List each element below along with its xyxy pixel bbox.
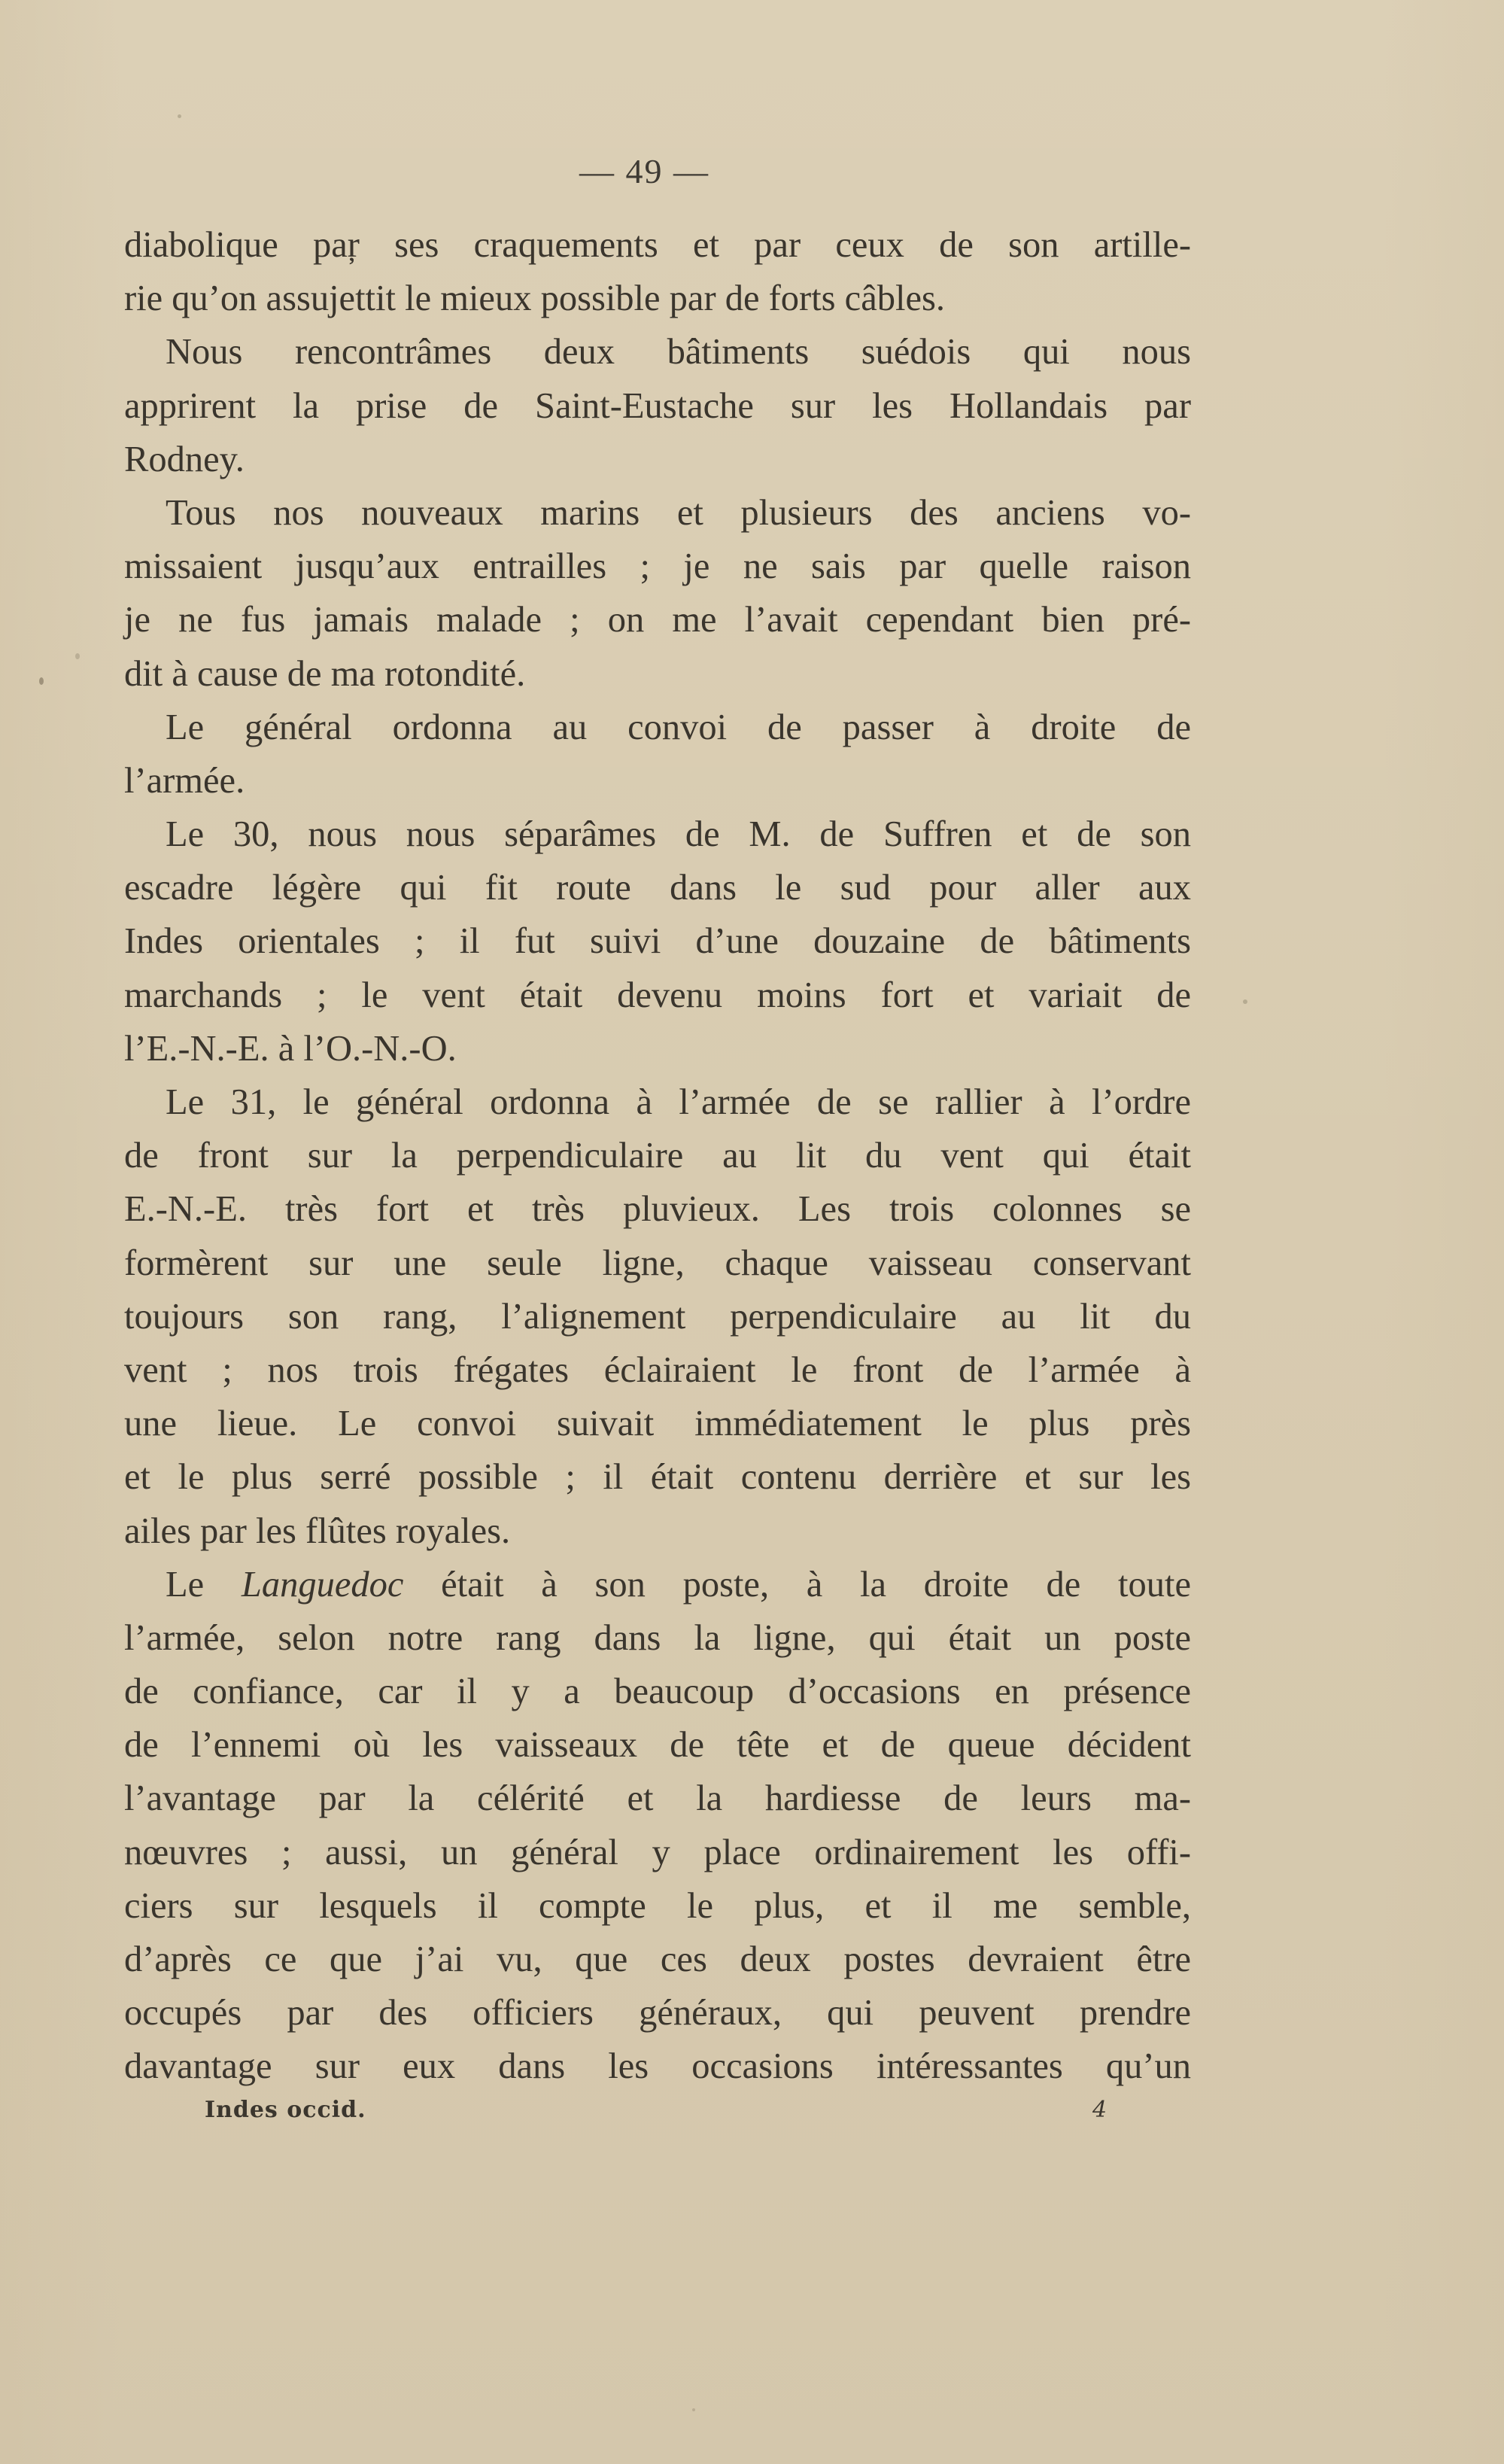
text-line: d’après ce que j’ai vu, que ces deux postes devraient être (124, 1939, 1191, 1979)
text-line: marchands ; le vent était devenu moins fort et variait de (124, 975, 1191, 1015)
paragraph-first-line: Nous rencontrâmes deux bâtiments suédois qui nous (166, 332, 1191, 373)
paper-speck (39, 677, 44, 685)
text-line: apprirent la prise de Saint-Eustache sur les Hollandais par (124, 385, 1191, 426)
page-number: — 49 — (579, 152, 709, 190)
text-line: de front sur la perpendiculaire au lit du vent qui était (124, 1136, 1191, 1176)
text-line: ciers sur lesquels il compte le plus, et il me semble, (124, 1885, 1191, 1926)
text-line: et le plus serré possible ; il était contenu derrière et sur les (124, 1457, 1191, 1498)
text-line: Indes orientales ; il fut suivi d’une douzaine de bâtiments (124, 921, 1191, 962)
text-line: l’E.-N.-E. à l’O.-N.-O. (124, 1028, 457, 1069)
text-line: vent ; nos trois frégates éclairaient le front de l’armée à (124, 1349, 1191, 1390)
text-line: escadre légère qui fit route dans le sud pour aller aux (124, 868, 1191, 908)
text-line: rie qu’on assujettit le mieux possible par de forts câbles. (124, 278, 945, 319)
text-fragment: Le (166, 1564, 242, 1605)
text-line: ailes par les flûtes royales. (124, 1510, 511, 1551)
text-line: formèrent sur une seule ligne, chaque vaisseau conservant (124, 1243, 1191, 1283)
text-line: missaient jusqu’aux entrailles ; je ne sais par quelle raison (124, 546, 1191, 587)
text-line: occupés par des officiers généraux, qui peuvent prendre (124, 1993, 1191, 2034)
text-line: l’armée, selon notre rang dans la ligne, qui était un poste (124, 1617, 1191, 1658)
text-line: une lieue. Le convoi suivait immédiatement le plus près (124, 1404, 1191, 1444)
text-line: de confiance, car il y a beaucoup d’occasions en présence (124, 1672, 1191, 1712)
paragraph-first-line (124, 1558, 1191, 1611)
ship-name-italic: Languedoc (241, 1564, 404, 1605)
paragraph-first-line: Le général ordonna au convoi de passer à droite de (166, 707, 1191, 747)
text-line: je ne fus jamais malade ; on me l’avait cependant bien pré- (124, 600, 1191, 640)
text-line: Rodney. (124, 439, 245, 479)
text-line: dit à cause de ma rotondité. (124, 653, 526, 694)
text-line: E.-N.-E. très fort et très pluvieux. Les trois colonnes se (124, 1189, 1191, 1230)
signature-mark: 4 (1092, 2097, 1107, 2123)
text-line: davantage sur eux dans les occasions intéressantes qu’un (124, 2046, 1191, 2087)
paper-speck (692, 2408, 695, 2411)
paper-speck (178, 114, 181, 118)
text-line: l’armée. (124, 760, 245, 801)
page-footer (0, 2097, 1504, 2134)
paragraph-first-line: Le 30, nous nous séparâmes de M. de Suffren et de son (166, 814, 1191, 855)
text-line: l’avantage par la célérité et la hardiesse de leurs ma- (124, 1778, 1191, 1819)
paragraph-first-line: Le 31, le général ordonna à l’armée de se rallier à l’ordre (166, 1082, 1191, 1122)
text-fragment: était à son poste, à la droite de toute (403, 1564, 1191, 1605)
text-line: de l’ennemi où les vaisseaux de tête et de queue décident (124, 1725, 1191, 1766)
body-text (124, 218, 1191, 2094)
paper-speck (75, 653, 80, 659)
signature-title: Indes occid. (205, 2097, 366, 2123)
text-line: nœuvres ; aussi, un général y place ordinairement les offi- (124, 1832, 1191, 1872)
text-line: toujours son rang, l’alignement perpendiculaire au lit du (124, 1296, 1191, 1337)
paragraph-first-line: Tous nos nouveaux marins et plusieurs des anciens vo- (166, 492, 1191, 533)
text-line: diabolique paŗ ses craquements et par ceux de son artille- (124, 225, 1191, 265)
paper-speck (1243, 999, 1247, 1004)
